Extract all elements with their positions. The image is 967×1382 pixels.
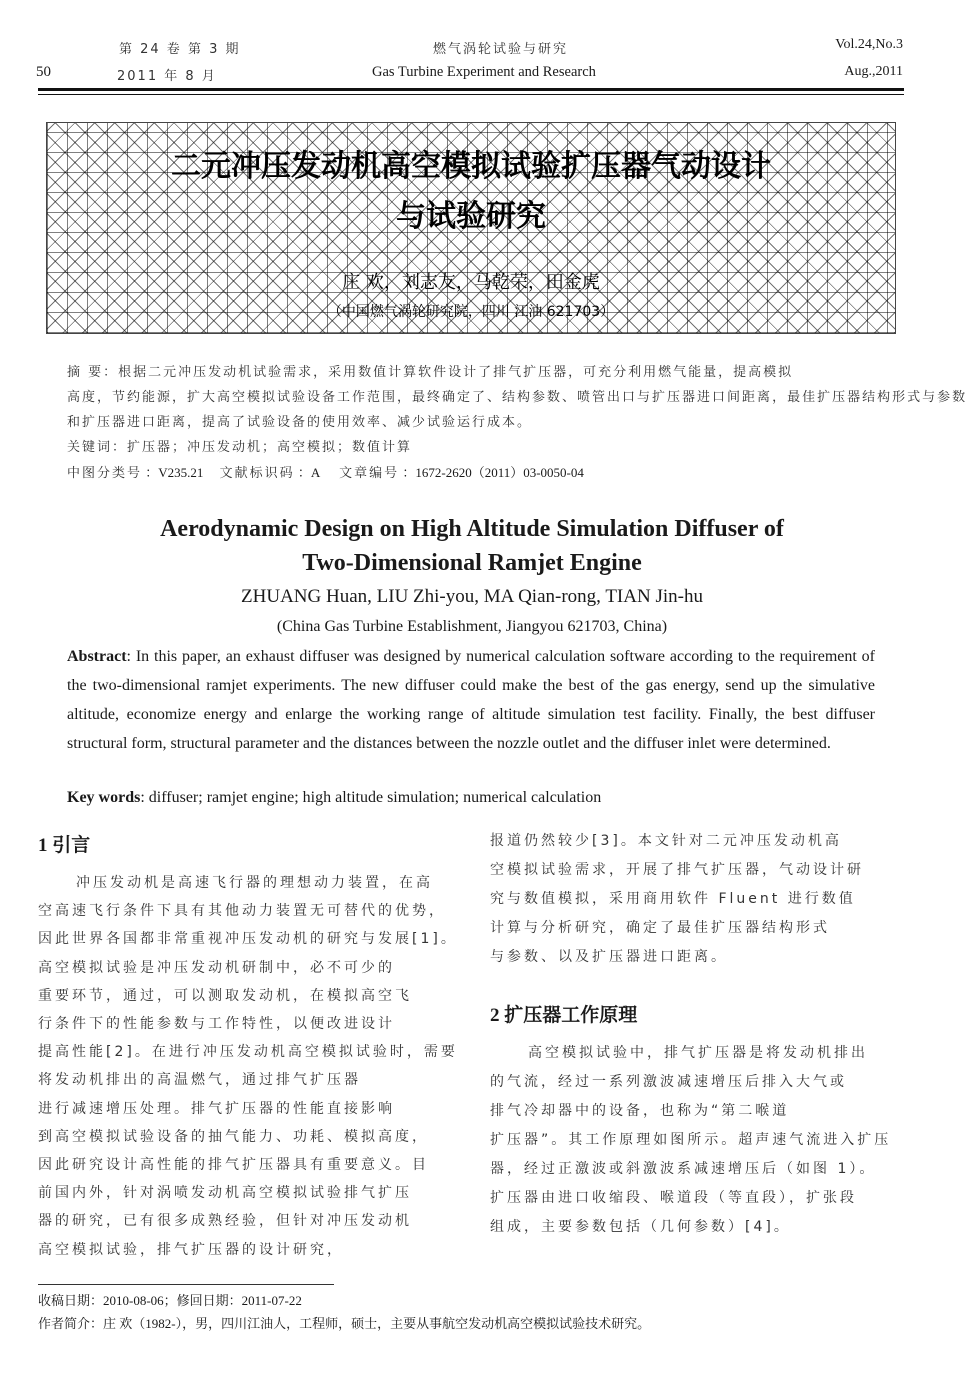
abstract-zh-text-1: 根据二元冲压发动机试验需求，采用数值计算软件设计了排气扩压器 [118, 365, 569, 380]
abstract-zh-text-2d: 、喷管出口与扩压器进口间距离 [562, 390, 773, 405]
text-line: 器的研究，已有很多成熟经验，但针对冲压发动机 [38, 1213, 412, 1230]
text-line: 计算与分析研究，确定了最佳扩压器结构形式 [490, 920, 830, 936]
text-line: 进行减速增压处理。排气扩压器的性能直接影响 [38, 1100, 395, 1117]
footnote-author-bio: 作者简介：庄 欢（1982-），男，四川江油人，工程师，硕士，主要从事航空发动机高空模拟试验技术研究。 [38, 1316, 651, 1331]
authors-zh: 庄 欢，刘志友，马乾荣，田金虎 [342, 272, 600, 293]
section-2-heading: 2 扩压器工作原理 [490, 1005, 638, 1026]
header-volume-zh: 第 24 卷 第 3 期 [119, 42, 241, 57]
keywords-en-text: : diffuser; ramjet engine; high altitude simulation; numerical calculation [140, 789, 602, 806]
abstract-en-text: : In this paper, an exhaust diffuser was designed by numerical calculation software according to the requirement of the two-dimensional ramjet experiments. The new diffuser could make the best of the gas energy, send up the simulative altitude, economize energy and enlarge the working range of altitude simulation test facility. Finally, the best diffuser structural form, structural parameter and the distances between the nozzle outlet and the diffuser inlet were determined. [67, 648, 875, 752]
abstract-zh-text-2c: 、结构参数 [487, 390, 563, 405]
doc-code-value: ：A [297, 465, 320, 480]
text-line: 扩压器由进口收缩段、喉道段（等直段），扩张段 [490, 1190, 857, 1206]
text-line: 因此世界各国都非常重视冲压发动机的研究与发展[1]。 [38, 931, 458, 948]
text-line: 行条件下的性能参数与工作特性，以便改进设计 [38, 1016, 395, 1032]
abstract-zh-text-2: 高度，节约能源，扩大高空模拟试验设备工作范围 [67, 390, 398, 405]
clc-label: 中图分类号 [67, 466, 143, 481]
abstract-zh-line3 [67, 411, 532, 430]
text-line: 提高性能[2]。在进行冲压发动机高空模拟试验时，需要 [38, 1044, 458, 1061]
article-no-label: 文章编号 [339, 466, 400, 481]
section-1-heading: 1 引言 [38, 835, 91, 856]
text-line: 高空模拟试验，排气扩压器的设计研究， [38, 1241, 344, 1258]
abstract-zh-text-1c: ，提高模拟 [718, 365, 794, 380]
abstract-zh-label: 摘 要： [67, 365, 119, 380]
keywords-en-label: Key words [67, 789, 141, 806]
title-zh-line1: 二元冲压发动机高空模拟试验扩压器气动设计 [171, 149, 771, 184]
abstract-zh-text-2e: ，最佳扩压器结构形式与参数 [772, 390, 967, 405]
chinese-title-box [46, 122, 896, 334]
text-line: 与参数、以及扩压器进口距离。 [490, 949, 728, 965]
header-journal-en: Gas Turbine Experiment and Research [372, 64, 596, 80]
affiliation-en: (China Gas Turbine Establishment, Jiangyou 621703, China) [276, 618, 668, 635]
title-en-line2: Two-Dimensional Ramjet Engine [302, 550, 642, 576]
header-volume-en: Vol.24,No.3 [835, 37, 903, 52]
text-line: 组成，主要参数包括（几何参数）[4]。 [490, 1219, 791, 1235]
footnote-rule [38, 1284, 334, 1285]
abstract-zh-text-2b: ，最终确定了 [397, 390, 488, 405]
abstract-zh-text-3: 和扩压器进口距离 [67, 415, 188, 430]
text-line: 排气冷却器中的设备，也称为“第二喉道 [490, 1103, 790, 1119]
text-line: 扩压器”。其工作原理如图所示。超声速气流进入扩压 [490, 1132, 892, 1148]
text-line: 的气流，经过一系列激波减速增压后排入大气或 [490, 1074, 847, 1090]
text-line: 前国内外，针对涡喷发动机高空模拟试验排气扩压 [38, 1185, 412, 1202]
text-line: 空高速飞行条件下具有其他动力装置无可替代的优势， [38, 903, 446, 920]
text-line: 重要环节，通过，可以测取发动机，在模拟高空飞 [38, 987, 412, 1004]
abstract-zh-text-3b: ，提高了试验设备的使用效率 [187, 415, 383, 430]
header-date-en: Aug.,2011 [844, 64, 903, 79]
text-line: 器，经过正激波或斜激波系减速增压后（如图 1）。 [490, 1161, 877, 1177]
abstract-zh-line2 [67, 386, 967, 405]
text-line: 高空模拟试验中，排气扩压器是将发动机排出 [528, 1045, 868, 1061]
abstract-zh-text-1b: ，可充分利用燃气能量 [568, 365, 719, 380]
article-no-value: ：1672-2620（2011）03-0050-04 [402, 465, 584, 480]
authors-en: ZHUANG Huan, LIU Zhi-you, MA Qian-rong, TIAN Jin-hu [241, 586, 703, 607]
keywords-en [67, 783, 875, 812]
footnote-received: 收稿日期：2010-08-06；修回日期：2011-07-22 [38, 1293, 302, 1308]
keywords-zh: 关键词：扩压器；冲压发动机；高空模拟；数值计算 [67, 440, 413, 455]
title-en-line1: Aerodynamic Design on High Altitude Simulation Diffuser of [160, 516, 784, 542]
header-rule-thin [38, 94, 904, 95]
abstract-en [67, 642, 875, 758]
abstract-en-label: Abstract [67, 648, 127, 665]
abstract-zh-text-3d: 。 [517, 415, 533, 430]
text-line: 空模拟试验需求，开展了排气扩压器，气动设计研 [490, 862, 864, 878]
affiliation-zh: （中国燃气涡轮研究院，四川 江油 621703） [327, 304, 615, 320]
text-line: 到高空模拟试验设备的抽气能力、功耗、模拟高度， [38, 1128, 429, 1145]
header-journal-zh: 燃气涡轮试验与研究 [433, 42, 569, 57]
text-line: 高空模拟试验是冲压发动机研制中，必不可少的 [38, 959, 395, 976]
text-line: 将发动机排出的高温燃气，通过排气扩压器 [38, 1072, 361, 1089]
text-line: 究与数值模拟，采用商用软件 Fluent 进行数值 [490, 891, 856, 907]
text-line: 冲压发动机是高速飞行器的理想动力装置，在高 [76, 875, 433, 891]
classification-line [67, 462, 584, 481]
doc-code-label: 文献标识码 [219, 466, 295, 481]
clc-value: ：V235.21 [145, 465, 204, 480]
text-line: 报道仍然较少[3]。本文针对二元冲压发动机高 [490, 833, 842, 849]
header-date-zh: 2011 年 8 月 [117, 69, 217, 84]
header-rule [38, 88, 904, 91]
page-number: 50 [36, 64, 51, 80]
abstract-zh-text-3c: 、减少试验运行成本 [382, 415, 518, 430]
abstract-zh-line1 [67, 361, 793, 380]
title-zh-line2: 与试验研究 [396, 199, 546, 234]
text-line: 因此研究设计高性能的排气扩压器具有重要意义。目 [38, 1157, 429, 1173]
